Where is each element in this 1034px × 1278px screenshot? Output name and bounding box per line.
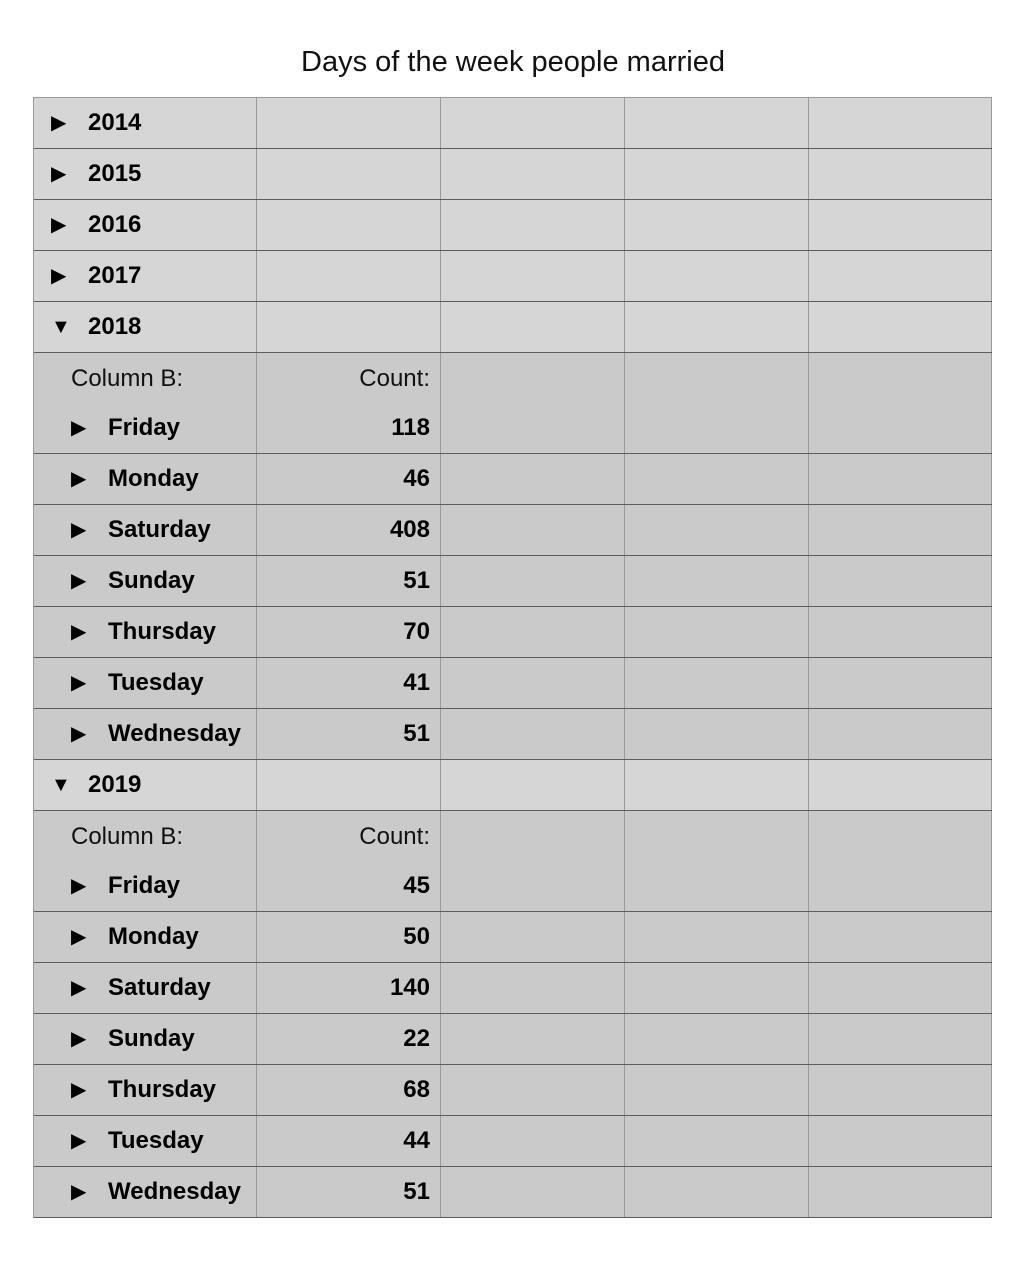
day-label: Friday (108, 872, 181, 899)
expand-triangle-icon[interactable]: ▶ (51, 112, 67, 134)
count-value: 22 (403, 1025, 430, 1052)
day-row-2019-friday[interactable] (34, 811, 992, 912)
day-label: Thursday (108, 1076, 217, 1103)
expand-triangle-icon[interactable]: ▶ (71, 519, 87, 541)
column-b-header: Column B: (71, 823, 184, 850)
day-row-2018-tuesday[interactable] (34, 658, 992, 709)
count-value: 68 (403, 1076, 430, 1103)
year-row-2015[interactable] (34, 149, 992, 200)
day-row-2018-saturday[interactable] (34, 505, 992, 556)
count-value: 70 (403, 618, 430, 645)
day-row-2018-wednesday[interactable] (34, 709, 992, 760)
count-value: 50 (403, 923, 430, 950)
expand-triangle-icon[interactable]: ▶ (71, 977, 87, 999)
year-row-2018[interactable] (34, 302, 992, 353)
count-value: 45 (403, 872, 430, 899)
day-row-2019-thursday[interactable] (34, 1065, 992, 1116)
day-row-2018-sunday[interactable] (34, 556, 992, 607)
expand-triangle-icon[interactable]: ▶ (71, 672, 87, 694)
expand-triangle-icon[interactable]: ▶ (71, 417, 87, 439)
expand-triangle-icon[interactable]: ▶ (71, 1130, 87, 1152)
year-label: 2019 (88, 771, 142, 798)
column-b-header: Column B: (71, 365, 184, 392)
year-row-2017[interactable] (34, 251, 992, 302)
day-label: Saturday (108, 516, 211, 543)
count-value: 408 (389, 516, 430, 543)
year-label: 2016 (88, 211, 142, 238)
count-value: 51 (403, 1178, 430, 1205)
day-label: Monday (108, 923, 199, 950)
collapse-triangle-icon[interactable]: ▼ (51, 774, 71, 796)
day-row-2018-friday[interactable] (34, 353, 992, 454)
count-value: 41 (403, 669, 430, 696)
count-value: 140 (389, 974, 430, 1001)
day-row-2019-sunday[interactable] (34, 1014, 992, 1065)
expand-triangle-icon[interactable]: ▶ (71, 468, 87, 490)
day-label: Tuesday (108, 1127, 204, 1154)
count-value: 51 (403, 720, 430, 747)
day-row-2019-saturday[interactable] (34, 963, 992, 1014)
expand-triangle-icon[interactable]: ▶ (71, 570, 87, 592)
day-label: Monday (108, 465, 199, 492)
day-label: Thursday (108, 618, 217, 645)
day-row-2018-thursday[interactable] (34, 607, 992, 658)
expand-triangle-icon[interactable]: ▶ (71, 875, 87, 897)
collapse-triangle-icon[interactable]: ▼ (51, 316, 71, 338)
count-value: 118 (391, 414, 430, 441)
day-label: Tuesday (108, 669, 204, 696)
day-label: Wednesday (108, 720, 241, 747)
expand-triangle-icon[interactable]: ▶ (51, 265, 67, 287)
pivot-table (33, 97, 992, 1218)
day-label: Saturday (108, 974, 211, 1001)
day-label: Sunday (108, 567, 195, 594)
expand-triangle-icon[interactable]: ▶ (51, 163, 67, 185)
day-row-2019-wednesday[interactable] (34, 1167, 992, 1218)
day-row-2019-monday[interactable] (34, 912, 992, 963)
day-label: Sunday (108, 1025, 195, 1052)
year-label: 2014 (88, 109, 142, 136)
expand-triangle-icon[interactable]: ▶ (71, 1028, 87, 1050)
count-header: Count: (359, 365, 430, 392)
day-label: Wednesday (108, 1178, 241, 1205)
count-value: 44 (403, 1127, 430, 1154)
year-label: 2015 (88, 160, 142, 187)
year-label: 2017 (88, 262, 142, 289)
page-title: Days of the week people married (301, 46, 725, 78)
year-row-2014[interactable] (34, 98, 992, 149)
day-label: Friday (108, 414, 181, 441)
expand-triangle-icon[interactable]: ▶ (71, 1079, 87, 1101)
expand-triangle-icon[interactable]: ▶ (71, 723, 87, 745)
count-value: 51 (403, 567, 430, 594)
expand-triangle-icon[interactable]: ▶ (51, 214, 67, 236)
count-value: 46 (403, 465, 430, 492)
day-row-2018-monday[interactable] (34, 454, 992, 505)
expand-triangle-icon[interactable]: ▶ (71, 1181, 87, 1203)
year-row-2019[interactable] (34, 760, 992, 811)
expand-triangle-icon[interactable]: ▶ (71, 926, 87, 948)
count-header: Count: (359, 823, 430, 850)
year-label: 2018 (88, 313, 142, 340)
expand-triangle-icon[interactable]: ▶ (71, 621, 87, 643)
year-row-2016[interactable] (34, 200, 992, 251)
day-row-2019-tuesday[interactable] (34, 1116, 992, 1167)
